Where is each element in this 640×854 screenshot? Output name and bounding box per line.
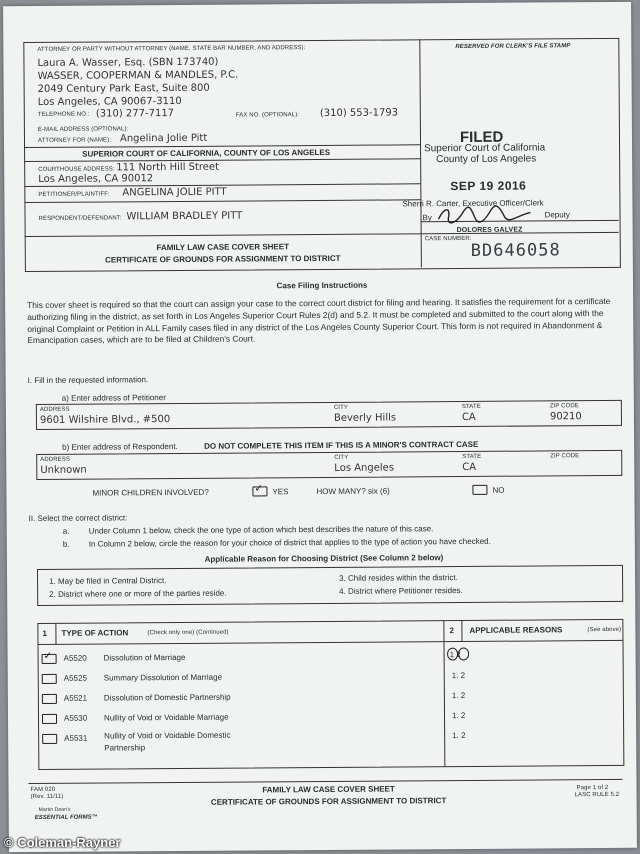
- action-code: A5530: [63, 713, 88, 723]
- form-id: FAM 020: [30, 786, 56, 794]
- col1-note: (Check only one) (Continued): [147, 629, 229, 637]
- instructions-paragraph: [27, 296, 617, 347]
- action-code: A5521: [63, 693, 88, 703]
- instruction-a-marker: a.: [62, 526, 70, 536]
- petitioner-zip-value: 90210: [549, 411, 582, 423]
- court-form-page: [3, 2, 637, 852]
- col2-number: 2: [449, 626, 454, 636]
- stamp-court-line-2: County of Los Angeles: [436, 153, 537, 166]
- attorney-for-value: Angelina Jolie Pitt: [119, 132, 208, 145]
- email-label: E-MAIL ADDRESS (OPTIONAL):: [37, 126, 129, 133]
- section-2-heading: II. Select the correct district:: [28, 513, 128, 524]
- minor-yes-label: YES: [272, 487, 289, 497]
- instruction-b-text: In Column 2 below, circle the reason for your choice of district that applies to the type of action you have checked.: [88, 536, 491, 549]
- minor-children-label: MINOR CHILDREN INVOLVED?: [92, 487, 209, 498]
- action-reasons: 1. 2: [452, 730, 466, 741]
- petitioner-state-value: CA: [461, 411, 476, 424]
- address-label-2: ADDRESS: [40, 456, 70, 463]
- page-number: Page 1 of 2: [576, 784, 609, 792]
- action-reasons: 1. 2: [451, 690, 466, 701]
- filed-stamp: FILED: [459, 128, 504, 147]
- action-a5530-checkbox[interactable]: [42, 714, 57, 724]
- action-description: Nullity of Void or Voidable Marriage: [103, 712, 229, 723]
- petitioner-city-value: Beverly Hills: [333, 412, 397, 424]
- clerk-signature-icon: [434, 202, 544, 225]
- courthouse-label: COURTHOUSE ADDRESS:: [38, 166, 115, 173]
- col2-title: APPLICABLE REASONS: [469, 625, 563, 635]
- action-description: Nullity of Void or Voidable Domestic: [104, 730, 231, 741]
- reason-circle-icon: [447, 646, 473, 662]
- col1-title: TYPE OF ACTION: [61, 628, 129, 638]
- attorney-firm: WASSER, COOPERMAN & MANDLES, P.C.: [37, 69, 239, 82]
- col2-note: (See above): [587, 626, 622, 634]
- instruction-a-text: Under Column 1 below, check the one type of action which best describes the nature of this case.: [88, 524, 434, 536]
- stamp-by: By: [422, 213, 432, 223]
- respondent-city-value: Los Angeles: [334, 462, 395, 474]
- action-a5521-checkbox[interactable]: [42, 694, 57, 704]
- action-code: A5531: [64, 733, 88, 743]
- state-label-2: STATE: [462, 453, 482, 461]
- reason-3: 3. Child resides within the district.: [339, 573, 458, 583]
- fax-label: FAX NO. (OPTIONAL):: [235, 112, 300, 119]
- fax-value: (310) 553-1793: [319, 107, 399, 119]
- reasons-box: [37, 565, 623, 606]
- city-label: CITY: [333, 404, 348, 411]
- action-description: Dissolution of Marriage: [103, 652, 186, 663]
- attorney-city: Los Angeles, CA 90067-3110: [37, 95, 182, 108]
- respondent-label: RESPONDENT/DEFENDANT:: [38, 215, 122, 222]
- respondent-address-label: b) Enter address of Respondent.: [62, 441, 178, 452]
- city-label-2: CITY: [334, 454, 349, 461]
- respondent-address-box: [36, 450, 622, 480]
- state-label: STATE: [461, 403, 481, 411]
- action-reasons: 1. 2: [451, 670, 466, 681]
- how-many-label: HOW MANY? six (6): [316, 486, 390, 497]
- check-icon: ✓: [43, 650, 53, 662]
- respondent-address-value: Unknown: [40, 464, 87, 476]
- courthouse-street: 111 North Hill Street: [116, 161, 220, 174]
- action-code: A5520: [63, 653, 87, 663]
- petitioner-value: ANGELINA JOLIE PITT: [122, 186, 227, 199]
- minor-no-label: NO: [492, 485, 505, 495]
- court-title: SUPERIOR COURT OF CALIFORNIA, COUNTY OF LOS ANGELES: [82, 147, 331, 159]
- respondent-warning: DO NOT COMPLETE THIS ITEM IF THIS IS A MINOR'S CONTRACT CASE: [204, 439, 479, 451]
- zip-label-2: ZIP CODE: [550, 453, 580, 460]
- zip-label: ZIP CODE: [549, 403, 579, 410]
- reason-2: 2. District where one or more of the parties reside.: [49, 588, 227, 599]
- action-a5525-checkbox[interactable]: [42, 674, 57, 684]
- attorney-for-label: ATTORNEY FOR (NAME):: [37, 137, 112, 144]
- action-description-cont: Partnership: [104, 743, 146, 753]
- courthouse-city: Los Angeles, CA 90012: [38, 173, 154, 185]
- stamp-court-line-1: Superior Court of California: [424, 142, 546, 155]
- respondent-value: WILLIAM BRADLEY PITT: [126, 210, 243, 223]
- address-label: ADDRESS: [39, 406, 70, 413]
- instructions-heading: Case Filing Instructions: [276, 280, 368, 291]
- reason-heading: Applicable Reason for Choosing District (See Column 2 below): [204, 553, 444, 564]
- telephone-label: TELEPHONE NO.:: [37, 111, 90, 118]
- reason-4: 4. District where Petitioner resides.: [339, 586, 463, 596]
- photo-credit-watermark: © Coleman-Rayner: [4, 835, 121, 850]
- instruction-b-marker: b.: [62, 539, 70, 549]
- check-icon: ✓: [254, 483, 263, 495]
- action-description: Summary Dissolution of Marriage: [103, 672, 223, 683]
- stamp-officer: Sherri R. Carter, Executive Officer/Clerk: [402, 198, 544, 209]
- col1-number: 1: [42, 628, 47, 638]
- action-description: Dissolution of Domestic Partnership: [103, 692, 231, 703]
- action-a5531-checkbox[interactable]: [42, 734, 57, 744]
- petitioner-label: PETITIONER/PLAINTIFF:: [38, 191, 110, 198]
- stamp-deputy-name: DOLORES GALVEZ: [456, 226, 523, 235]
- petitioner-address-label: a) Enter address of Petitioner: [61, 393, 166, 403]
- stamp-date: SEP 19 2016: [450, 178, 527, 194]
- lasc-rule: LASC RULE 5.2: [574, 791, 620, 799]
- attorney-label: ATTORNEY OR PARTY WITHOUT ATTORNEY (NAME, STATE BAR NUMBER, AND ADDRESS):: [37, 45, 306, 53]
- clerk-stamp-label: RESERVED FOR CLERK'S FILE STAMP: [455, 43, 571, 51]
- case-number-label: CASE NUMBER:: [424, 235, 472, 243]
- respondent-state-value: CA: [462, 461, 477, 474]
- stamp-deputy: Deputy: [544, 210, 570, 220]
- table-col2-num-rule: [461, 620, 462, 642]
- action-reasons: 1 2: [449, 650, 461, 660]
- action-reasons: 1. 2: [451, 710, 466, 721]
- brand-logo: ESSENTIAL FORMS™: [34, 814, 98, 822]
- telephone-value: (310) 277-7117: [95, 108, 175, 120]
- table-col1-num-rule: [55, 623, 56, 645]
- footer-title-1: FAMILY LAW CASE COVER SHEET: [262, 784, 395, 795]
- footer-title-2: CERTIFICATE OF GROUNDS FOR ASSIGNMENT TO DISTRICT: [210, 796, 447, 807]
- form-revision: (Rev. 11/11): [30, 793, 64, 801]
- petitioner-address-value: 9601 Wilshire Blvd., #500: [39, 414, 171, 426]
- instructions-text: This cover sheet is required so that the court can assign your case to the correct court district for filing and hearing. It satisfies the requirement for a certificate authorizing filing in the district, as set forth in Los Angeles Superior Court Rules 2(d) and 5.2. It must be completed and submitted to the court along with the original Complaint or Petition in ALL Family cases filed in any district of the Los Angeles County Superior Court. This form is not required in Abandonment & Emancipation cases, which are to be filed at Children's Court.: [27, 295, 611, 346]
- reason-1: 1. May be filed in Central District.: [49, 576, 167, 586]
- section-1-heading: I. Fill in the requested information.: [27, 375, 149, 386]
- form-title-1: FAMILY LAW CASE COVER SHEET: [156, 242, 290, 253]
- form-title-2: CERTIFICATE OF GROUNDS FOR ASSIGNMENT TO DISTRICT: [105, 253, 341, 265]
- attorney-street: 2049 Century Park East, Suite 800: [37, 82, 210, 95]
- minor-no-checkbox[interactable]: [472, 485, 487, 495]
- brand-line-1: Martin Dean's: [38, 806, 71, 813]
- attorney-name: Laura A. Wasser, Esq. (SBN 173740): [37, 56, 219, 69]
- action-code: A5525: [63, 673, 87, 683]
- case-number-value: BD646058: [470, 240, 561, 261]
